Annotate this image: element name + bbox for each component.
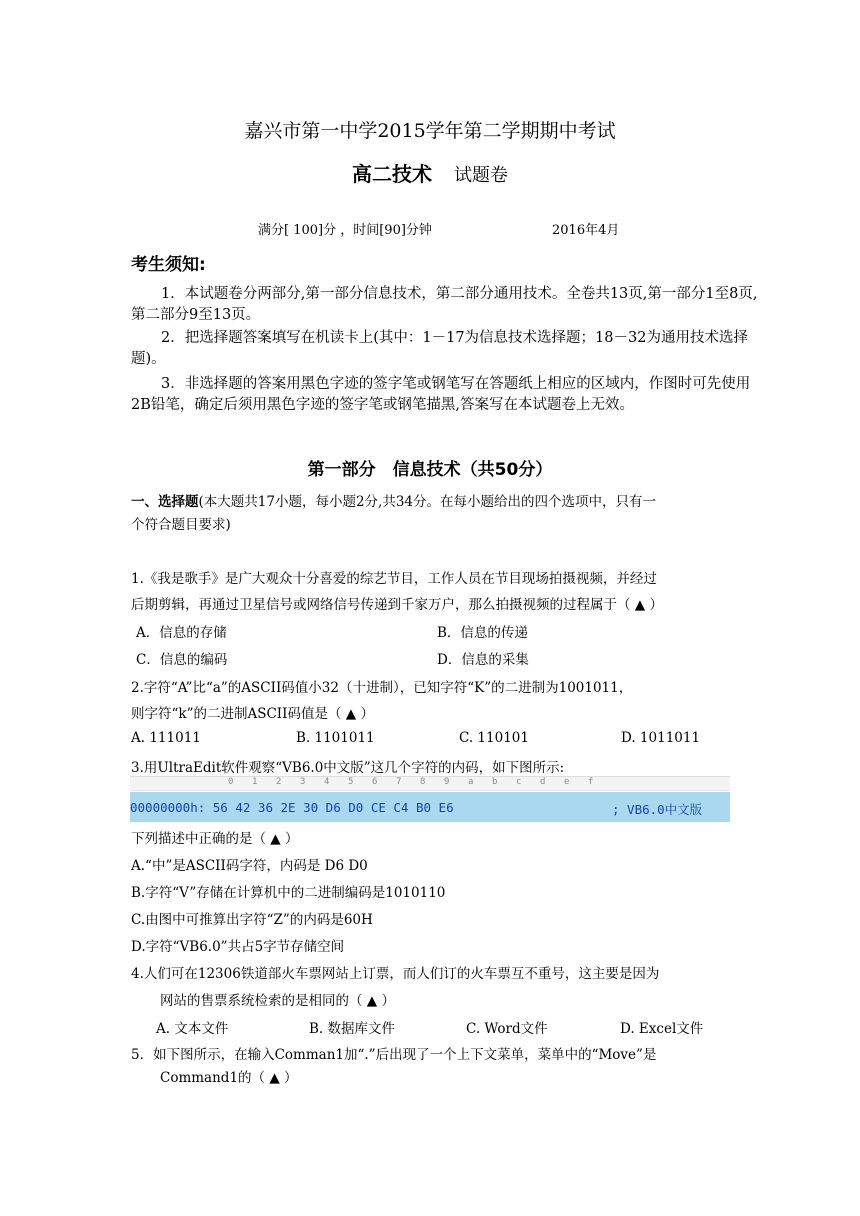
q3-line1: 3.用UltraEdit软件观察“VB6.0中文版”这几个字符的内码，如下图所示: [131,760,565,776]
ruler-label: 7 [396,777,402,787]
ruler-label: a [468,777,474,787]
section-title: 一、选择题 [131,494,199,510]
hex-bytes: 00000000h: 56 42 36 2E 30 D6 D0 CE C4 B0 E6 [130,800,454,815]
notice-heading: 考生须知: [131,255,206,275]
q3-line2: 下列描述中正确的是（ ▲ ） [131,831,299,847]
ruler-label: 1 [252,777,258,787]
q4-option-d: D. Excel文件 [620,1021,704,1037]
ruler-label: f [588,777,594,787]
q2-option-c: C. 110101 [459,730,529,746]
score-time: 满分[ 100]分 ，时间[90]分钟 [258,223,432,238]
section-intro [131,490,656,510]
notice-item-1: 1．本试题卷分两部分,第一部分信息技术，第二部分通用技术。全卷共13页,第一部分1至8页,第二部分9至13页。 [131,286,758,323]
ruler-label: 6 [372,777,378,787]
q1-line1: 1.《我是歌手》是广大观众十分喜爱的综艺节目，工作人员在节目现场拍摄视频，并经过 [131,571,657,587]
q2-option-d: D. 1011011 [621,730,701,746]
ruler-label: 8 [420,777,426,787]
q3-option-c: C.由图中可推算出字符“Z”的内码是60H [131,912,373,928]
q3-option-b: B.字符“V”存储在计算机中的二进制编码是1010110 [131,885,446,901]
q4-option-a: A. 文本文件 [156,1021,229,1037]
exam-date: 2016年4月 [552,223,620,238]
q4-line2: 网站的售票系统检索的是相同的（ ▲ ） [160,993,395,1009]
section-desc-line2: 个符合题目要求) [131,517,231,533]
q1-line2: 后期剪辑，再通过卫星信号或网络信号传递到千家万户，那么拍摄视频的过程属于（ ▲ ） [131,597,663,613]
ruler-label: 0 [228,777,234,787]
subtitle-subject: 高二技术 [352,162,432,186]
ultraedit-hex-view [130,776,730,822]
ruler-label: 4 [324,777,330,787]
ruler-label: e [564,777,570,787]
ruler-label: d [540,777,546,787]
q1-option-a: A．信息的存储 [136,625,227,641]
exam-title: 嘉兴市第一中学2015学年第二学期期中考试 [244,120,616,142]
q2-option-b: B. 1101011 [296,730,375,746]
q2-line1: 2.字符“A”比“a”的ASCII码值小32（十进制），已知字符“K”的二进制为1001011， [131,680,633,696]
q5-line1: 5．如下图所示，在输入Comman1加“.”后出现了一个上下文菜单，菜单中的“Move”是 [131,1047,657,1063]
q1-option-d: D．信息的采集 [437,652,529,668]
subtitle-paper: 试题卷 [454,165,508,186]
q4-line1: 4.人们可在12306铁道部火车票网站上订票，而人们订的火车票互不重号，这主要是因为 [131,966,660,982]
q4-option-c: C. Word文件 [466,1021,548,1037]
ruler-label: 9 [444,777,450,787]
q2-line2: 则字符“k”的二进制ASCII码值是（ ▲ ） [131,706,374,722]
section-desc: (本大题共17小题，每小题2分,共34分。在每小题给出的四个选项中，只有一 [198,494,657,510]
q5-line2: Command1的（ ▲ ） [160,1070,298,1086]
q4-option-b: B. 数据库文件 [309,1021,396,1037]
q1-option-c: C．信息的编码 [136,652,228,668]
ruler-label: 5 [348,777,354,787]
notice-item-2: 2．把选择题答案填写在机读卡上(其中：1－17为信息技术选择题；18－32为通用技术选择题)。 [131,330,748,367]
ruler-label: b [492,777,498,787]
hex-column-ruler [130,776,730,791]
q1-option-b: B．信息的传递 [437,625,528,641]
hex-text-preview: ; VB6.0中文版 [612,802,703,817]
q3-option-a: A.“中”是ASCII码字符，内码是 D6 D0 [131,858,368,874]
ruler-label: 3 [300,777,306,787]
ruler-label: 2 [276,777,282,787]
ruler-label: c [516,777,522,787]
notice-item-3: 3．非选择题的答案用黑色字迹的签字笔或钢笔写在答题纸上相应的区域内，作图时可先使用2B铅笔，确定后须用黑色字迹的签字笔或钢笔描黑,答案写在本试题卷上无效。 [131,376,751,413]
q3-option-d: D.字符“VB6.0”共占5字节存储空间 [131,939,345,955]
hex-data-row [130,792,730,822]
q2-option-a: A. 111011 [131,730,201,746]
exam-subtitle [0,158,860,187]
part1-heading: 第一部分 信息技术（共50分） [307,460,553,480]
